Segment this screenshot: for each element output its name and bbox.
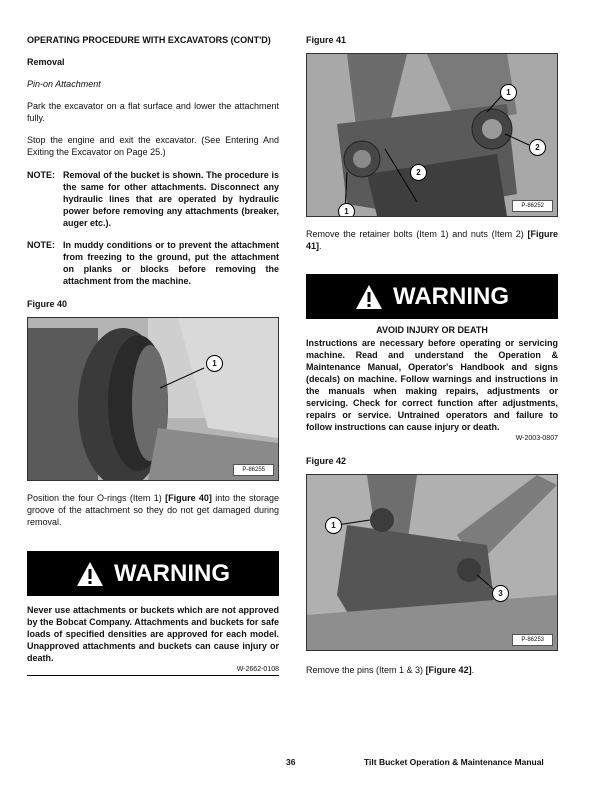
- page-number: 36: [286, 757, 296, 767]
- figure-42-illustration: [307, 475, 557, 650]
- warning-code: W-2662-0108: [236, 666, 279, 673]
- callout-1: 1: [500, 84, 517, 101]
- figure-40-photo: [27, 317, 279, 481]
- left-column: [27, 34, 279, 676]
- note-label: NOTE:: [27, 240, 55, 250]
- figure-ref: [Figure 40]: [165, 493, 212, 503]
- figure-ref: [Figure 41]: [306, 229, 558, 251]
- warning-text: Never use attachments or buckets which are not approved by the Bobcat Company. Attachments and buckets for safe loads of specified densities are approved for each model. Unapproved attachments and buckets can cause injury or death.: [27, 605, 279, 663]
- figure-41-illustration: [307, 54, 557, 216]
- warning-triangle-icon: [76, 561, 104, 587]
- callout-3: 3: [492, 585, 509, 602]
- callout-2: 2: [529, 139, 546, 156]
- photo-code: P-86253: [512, 634, 553, 646]
- figure-42-photo: [306, 474, 558, 651]
- figure-42-label: Figure 42: [306, 456, 347, 466]
- callout-2: 2: [410, 164, 427, 181]
- manual-title: Tilt Bucket Operation & Maintenance Manual: [364, 757, 544, 767]
- paragraph-stop-engine: Stop the engine and exit the excavator. (See Entering And Exiting the Excavator on Page 25.): [27, 135, 279, 157]
- warning-rule: [27, 675, 279, 676]
- figure-ref: [Figure 42]: [425, 665, 472, 675]
- note-muddy: [27, 239, 279, 287]
- photo-code: P-86255: [233, 464, 274, 476]
- note-removal: [27, 169, 279, 229]
- figure-40-illustration: [28, 318, 278, 480]
- photo-code: P-86252: [512, 200, 553, 212]
- right-column: [306, 34, 558, 676]
- paragraph-retainer: Remove the retainer bolts (Item 1) and nuts (Item 2) [Figure 41].: [306, 229, 558, 251]
- warning-subtitle: AVOID INJURY OR DEATH: [376, 325, 488, 335]
- warning-title: WARNING: [114, 559, 230, 587]
- warning-banner: [306, 274, 558, 319]
- subheading-pin-on: Pin-on Attachment: [27, 79, 101, 89]
- paragraph-orings: Position the four O-rings (Item 1) [Figure 40] into the storage groove of the attachment so they do not get damaged during removal.: [27, 493, 279, 527]
- figure-41-label: Figure 41: [306, 35, 347, 45]
- note-text: In muddy conditions or to prevent the attachment from freezing to the ground, put the attachment on planks or blocks before removing the attachment from the machine.: [63, 240, 279, 286]
- figure-41-photo: [306, 53, 558, 217]
- warning-code: W-2003-0807: [515, 435, 558, 442]
- warning-title: WARNING: [393, 282, 509, 310]
- callout-1: 1: [206, 355, 223, 372]
- warning-banner: [27, 551, 279, 596]
- figure-40-label: Figure 40: [27, 299, 68, 309]
- note-text: Removal of the bucket is shown. The procedure is the same for other attachments. Disconnect any hydraulic lines that are operated by hydraulic power before removing any attachments (breaker, auger etc.).: [63, 170, 279, 228]
- warning-text: Instructions are necessary before operating or servicing machine. Read and understand the Operation & Maintenance Manual, Operator's Handbook and signs (decals) on machine. Follow warnings and instructions in the manuals when making repairs, adjustments or servicing. Check for correct function after adjustments, repairs or service. Untrained operators and failure to follow instructions can cause injury or death.: [306, 338, 558, 432]
- note-label: NOTE:: [27, 170, 55, 180]
- callout-1: 1: [338, 203, 355, 217]
- paragraph-remove-pins: Remove the pins (Item 1 & 3) [Figure 42].: [306, 665, 475, 675]
- paragraph-park: Park the excavator on a flat surface and lower the attachment fully.: [27, 101, 279, 123]
- callout-1: 1: [325, 517, 342, 534]
- section-heading: OPERATING PROCEDURE WITH EXCAVATORS (CONT'D): [27, 35, 271, 45]
- warning-triangle-icon: [355, 284, 383, 310]
- subheading-removal: Removal: [27, 57, 65, 67]
